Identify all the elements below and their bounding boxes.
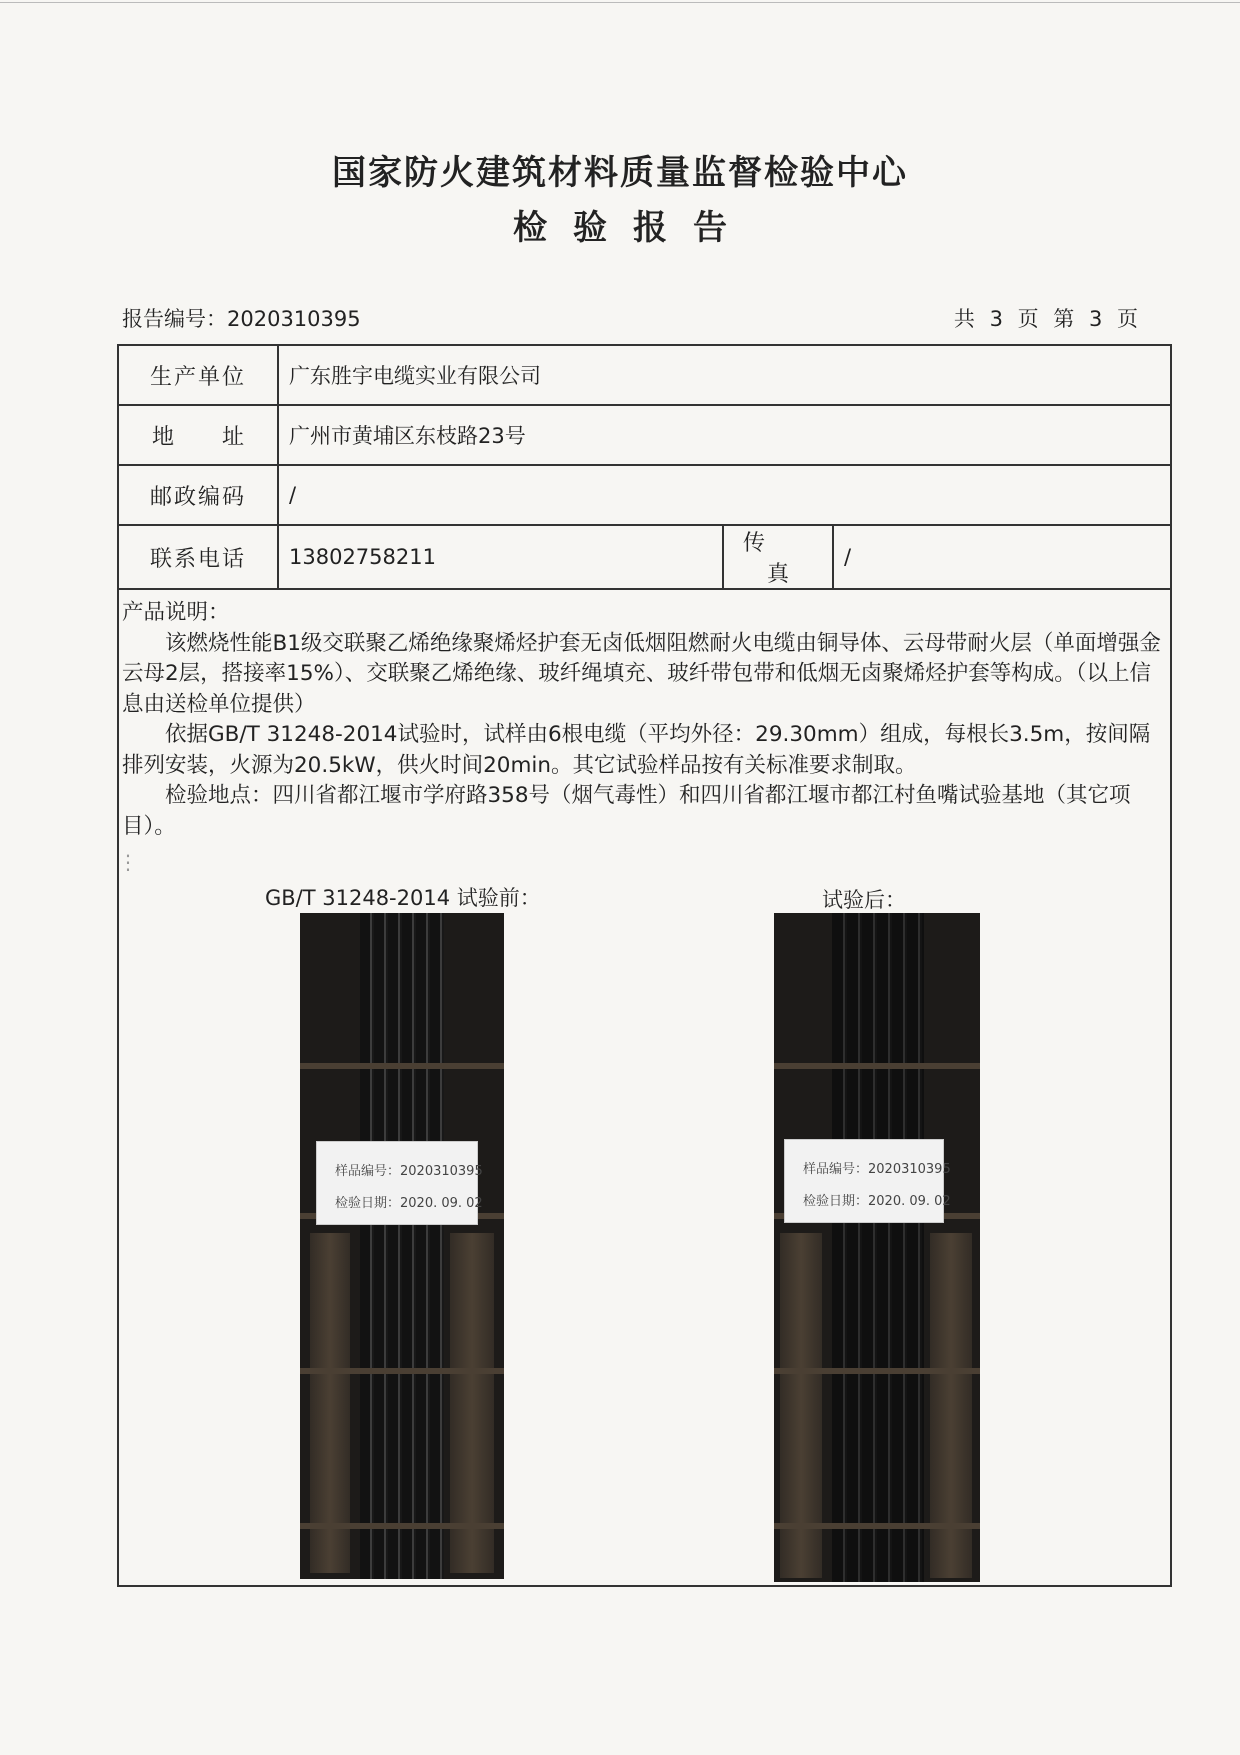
description-paragraph-1: 该燃烧性能B1级交联聚乙烯绝缘聚烯烃护套无卤低烟阻燃耐火电缆由铜导体、云母带耐火层（单面增强金云母2层，搭接率15%）、交联聚乙烯绝缘、玻纤绳填充、玻纤带包带和低烟无卤聚烯烃护套等构成。（以上信息由送检单位提供）: [122, 630, 1161, 717]
test-date: 检验日期：2020. 09. 02: [803, 1194, 951, 1209]
postcode-label: 邮政编码: [118, 465, 278, 525]
before-test-caption: GB/T 31248-2014 试验前：: [265, 886, 541, 910]
tray-rung: [774, 1368, 980, 1374]
fax-label-part1: 传: [742, 531, 765, 556]
test-date: 检验日期：2020. 09. 02: [335, 1196, 483, 1211]
description-paragraph-2: 依据GB/T 31248-2014试验时，试样由6根电缆（平均外径：29.30mm）组成，每根长3.5m，按间隔排列安装，火源为20.5kW，供火时间20min。其它试验样品按有关标准要求制取。: [122, 722, 1151, 778]
tray-rung: [300, 1063, 504, 1069]
sample-tag: [784, 1139, 951, 1223]
report-title: 检验报告: [513, 208, 753, 248]
sample-number: 样品编号：2020310395: [335, 1164, 483, 1179]
table-row: [118, 525, 1171, 589]
product-description: [122, 598, 1167, 842]
cable-bundle: [360, 913, 444, 1579]
tray-rung: [300, 1368, 504, 1374]
after-test-photo: [774, 913, 980, 1582]
page-info: 共 3 页 第 3 页: [953, 307, 1142, 331]
table-row: [118, 345, 1171, 405]
table-row: [118, 405, 1171, 465]
postcode-value: /: [278, 465, 1171, 525]
center-title: 国家防火建筑材料质量监督检验中心: [332, 153, 908, 193]
sample-number: 样品编号：2020310395: [803, 1162, 951, 1177]
photo-panel: [450, 1233, 494, 1573]
report-number: 报告编号：2020310395: [122, 307, 361, 331]
tray-rung: [774, 1523, 980, 1529]
description-paragraph-3: 检验地点：四川省都江堰市学府路358号（烟气毒性）和四川省都江堰市都江村鱼嘴试验基地（其它项目）。: [122, 783, 1131, 839]
address-label-part1: 地: [151, 424, 174, 450]
address-label: [118, 405, 278, 465]
tray-rung: [774, 1063, 980, 1069]
scan-edge-line: [0, 2, 1240, 3]
address-value: 广州市黄埔区东枝路23号: [278, 405, 1171, 465]
scan-speck: ⋮: [118, 850, 138, 874]
before-test-photo: [300, 913, 504, 1579]
sample-tag: [316, 1141, 483, 1225]
manufacturer-value: 广东胜宇电缆实业有限公司: [278, 345, 1171, 405]
after-test-caption: 试验后：: [822, 888, 906, 912]
description-heading: 产品说明：: [122, 600, 230, 625]
phone-value: 13802758211: [278, 525, 723, 589]
address-label-part2: 址: [222, 424, 245, 450]
charred-cable-bundle: [832, 913, 924, 1582]
info-table: [117, 344, 1172, 590]
manufacturer-label: 生产单位: [118, 345, 278, 405]
table-row: [118, 465, 1171, 525]
tray-rung: [300, 1523, 504, 1529]
photo-panel: [310, 1233, 350, 1573]
fax-label: [723, 525, 833, 589]
fax-value: /: [833, 525, 1171, 589]
fax-label-part2: 真: [766, 562, 789, 587]
phone-label: 联系电话: [118, 525, 278, 589]
